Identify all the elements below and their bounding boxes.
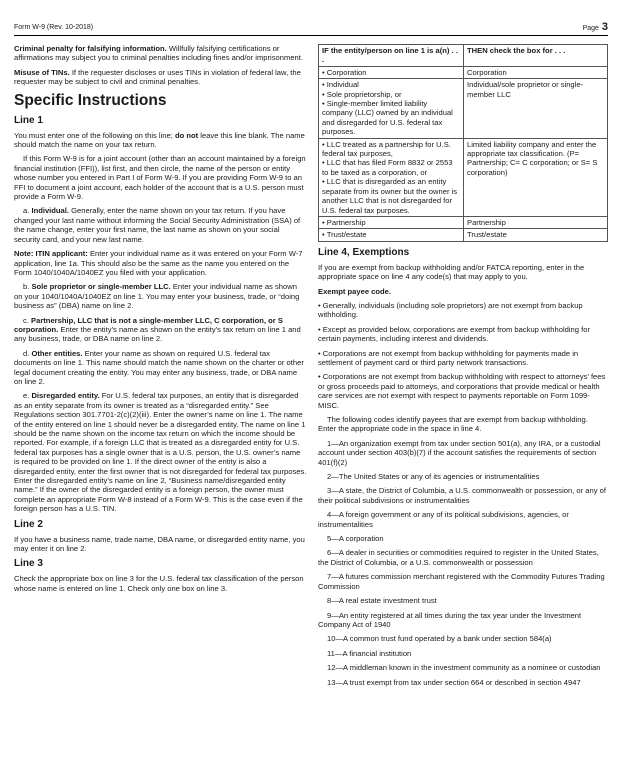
list-item: 10—A common trust fund operated by a bank under section 584(a) [327,634,552,644]
page-header [14,19,608,36]
list-item: 8—A real estate investment trust [327,596,437,606]
partnership-paragraph: c. Partnership, LLC that is not a single-member LLC, C corporation, or S corporation. Enter the entity’s name as shown on the entity’s tax return on line 1 and any business, trade, or DBA name on line 2. [14,315,301,344]
table-cell: • Partnership [322,218,460,227]
list-item: 1—An organization exempt from tax under section 501(a), any IRA, or a custodial account under section 403(b)(7) if the account satisfies the requirements of section 401(f)(2) [318,438,601,467]
table-cell: Corporation [464,66,608,78]
table-header-row [319,45,608,67]
criminal-penalty-paragraph: Criminal penalty for falsifying information. Willfully falsifying certifications or affirmations may subject you to criminal penalties including fines and/or imprisonment. [14,44,303,63]
individual-paragraph: a. Individual. Generally, enter the name shown on your tax return. If you have changed your last name without informing the Social Security Administration (SSA) of the name change, enter your first name, the last name as shown on your social security card, and your new last name. [14,206,301,244]
table-cell: Partnership [464,216,608,228]
table-cell: Individual/sole proprietor or single-member LLC [464,79,608,138]
ffi-paragraph: If this Form W-9 is for a joint account (other than an account maintained by a foreign financial institution (FFI)), list first, and then circle, the name of the person or entity whose number you entered in Part I of Form W-9. If you are providing Form W-9 to an FFI to document a joint account, each holder of the account that is a U.S. person must provide a Form W-9. [14,154,306,202]
table-cell: • Single-member limited liability company (LLC) owned by an individual and disregarded for U.S. federal tax purposes. [322,99,460,137]
list-item: 5—A corporation [327,534,384,544]
form-id: Form W-9 (Rev. 10-2018) [14,24,94,31]
line2-paragraph: If you have a business name, trade name, DBA name, or disregarded entity name, you may enter it on line 2. [14,534,305,554]
table-header-checkbox: THEN check the box for . . . [464,45,608,67]
table-cell: Trust/estate [464,229,608,241]
table-row [319,229,608,241]
line1-paragraph: You must enter one of the following on this line; do not leave this line blank. The name should match the name on your tax return. [14,130,305,150]
line3-heading: Line 3 [14,558,43,570]
table-header-entity: IF the entity/person on line 1 is a(n) . . . [319,45,464,67]
line2-heading: Line 2 [14,518,43,530]
itin-note-paragraph: Note: ITIN applicant: Enter your individual name as it was entered on your Form W-7 application, line 1a. This should also be the same as the name you entered on the Form 1040/1040A/1040EZ you filed with your application. [14,249,303,277]
codes-intro-paragraph: The following codes identify payees that are exempt from backup withholding. Enter the appropriate code in the space in line 4. [318,415,588,434]
list-item: 13—A trust exempt from tax under section 664 or described in section 4947 [327,677,581,687]
table-cell: • Corporation [322,68,460,77]
list-item: • Except as provided below, corporations are exempt from backup withholding for certain payments, including interest and dividends. [318,325,608,344]
page-number: Page 3 [582,21,608,33]
table-row [319,79,608,138]
line3-paragraph: Check the appropriate box on line 3 for the U.S. federal tax classification of the person whose name is entered on line 1. Check only one box on line 3. [14,574,304,593]
list-item: 7—A futures commission merchant registered with the Commodity Futures Trading Commission [318,572,605,591]
misuse-tins-paragraph: Misuse of TINs. If the requester discloses or uses TINs in violation of federal law, the requester may be subject to civil and criminal penalties. [14,67,301,87]
list-item: 12—A middleman known in the investment community as a nominee or custodian [327,663,601,673]
left-column [14,44,307,598]
table-cell: • LLC that is disregarded as an entity separate from its owner but the owner is another LLC that is not disregarded for U.S. federal tax purposes. [322,177,460,215]
list-item: • Corporations are not exempt from backup withholding with respect to attorneys’ fees or gross proceeds paid to attorneys, and corporations that provide medical or health care services are not exempt with respect to payments reportable on Form 1099-MISC. [318,372,608,410]
list-item: • Corporations are not exempt from backup withholding for payments made in settlement of payment card or third party network transactions. [318,349,608,368]
line4-heading: Line 4, Exemptions [318,246,410,258]
table-cell: • LLC that has filed Form 8832 or 2553 to be taxed as a corporation, or [322,158,460,177]
list-item: 3—A state, the District of Columbia, a U.S. commonwealth or possession, or any of their political subdivisions or instrumentalities [318,486,606,505]
table-row [319,138,608,216]
line4-paragraph: If you are exempt from backup withholding and/or FATCA reporting, enter in the appropriate space on line 4 any code(s) that may apply to you. [318,262,585,282]
table-cell: • Individual [322,80,460,89]
list-item: 6—A dealer in securities or commodities required to register in the United States, the District of Columbia, or a U.S. commonwealth or possession [318,548,599,567]
list-item: 11—A financial institution [327,648,412,658]
list-item: 2—The United States or any of its agencies or instrumentalities [327,472,540,482]
table-cell: • Sole proprietorship, or [322,90,460,99]
list-item: 9—An entity registered at all times during the tax year under the Investment Company Act of 1940 [318,610,582,629]
other-entities-paragraph: d. Other entities. Enter your name as shown on required U.S. federal tax documents on line 1. This name should match the name shown on the charter or other legal document creating the entity. You may enter any business, trade, or DBA name on line 2. [14,348,304,386]
specific-instructions-heading: Specific Instructions [14,91,167,109]
table-row [319,216,608,228]
list-item: 4—A foreign government or any of its political subdivisions, agencies, or instrumentalities [318,510,569,529]
table-cell: Limited liability company and enter the appropriate tax classification. (P= Partnership; C= C corporation; or S= S corporation) [464,138,608,216]
tax-classification-table [318,44,608,242]
table-cell: • LLC treated as a partnership for U.S. federal tax purposes, [322,140,460,159]
line1-heading: Line 1 [14,114,43,126]
disregarded-entity-paragraph: e. Disregarded entity. For U.S. federal tax purposes, an entity that is disregarded as an entity separate from its owner is treated as a “disregarded entity.” See Regulations section 301.7701-2(c)(2)(iii). Enter the owner’s name on line 1. The name of the entity entered on line 1 should never be a disregarded entity. The name on line 1 should be the name shown on the income tax return on which the income should be reported. For example, if a foreign LLC that is treated as a disregarded entity for U.S. federal tax purposes has a single owner that is a U.S. person, the U.S. owner’s name is required to be provided on line 1. If the direct owner of the entity is also a disregarded entity, enter the first owner that is not disregarded for federal tax purposes. Enter the disregarded entity’s name on line 2, “Business name/disregarded entity name.” If the owner of the disregarded entity is a foreign person, the owner must complete an appropriate Form W-8 instead of a Form W-9. This is the case even if the foreign person has a U.S. TIN. [14,391,307,514]
exempt-payee-heading: Exempt payee code. [318,286,392,296]
right-column [318,44,608,692]
list-item: • Generally, individuals (including sole proprietors) are not exempt from backup withholding. [318,301,608,320]
table-cell: • Trust/estate [322,230,460,239]
sole-proprietor-paragraph: b. Sole proprietor or single-member LLC. Enter your individual name as shown on your 1040/1040A/1040EZ on line 1. You may enter your business, trade, or “doing business as” (DBA) name on line 2. [14,282,300,311]
table-row [319,66,608,78]
